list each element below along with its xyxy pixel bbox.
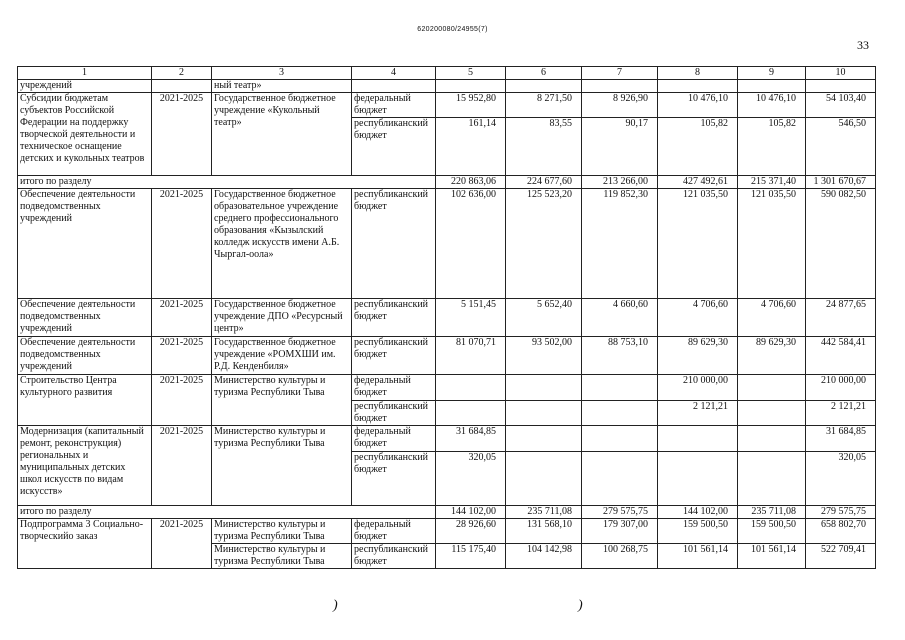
empty-cell (738, 80, 806, 93)
amount-cell (738, 426, 806, 452)
executor-cell: Государственное бюджетное образовательное учреждение среднего профессионального образования «Кызылский колледж искусств имени А.Б. Чыргал-оола» (212, 189, 352, 299)
amount-cell: 4 660,60 (582, 299, 658, 337)
executor-cell: Государственное бюджетное учреждение ДПО «Ресурсный центр» (212, 299, 352, 337)
empty-cell (582, 80, 658, 93)
amount-cell: 522 709,41 (806, 544, 876, 569)
table-row (18, 299, 876, 337)
table-row (18, 426, 876, 452)
column-header: 6 (506, 67, 582, 80)
amount-cell: 159 500,50 (658, 519, 738, 544)
column-header: 10 (806, 67, 876, 80)
amount-cell: 8 926,90 (582, 93, 658, 118)
amount-cell: 31 684,85 (436, 426, 506, 452)
column-header: 9 (738, 67, 806, 80)
amount-cell: 5 652,40 (506, 299, 582, 337)
column-number-row (18, 67, 876, 80)
empty-cell (658, 80, 738, 93)
amount-cell: 4 706,60 (738, 299, 806, 337)
amount-cell (582, 452, 658, 506)
column-header: 4 (352, 67, 436, 80)
amount-cell: 10 476,10 (658, 93, 738, 118)
amount-cell: 320,05 (806, 452, 876, 506)
amount-cell: 1 301 670,67 (806, 176, 876, 189)
years-cell (152, 80, 212, 93)
amount-cell (582, 375, 658, 401)
amount-cell: 89 629,30 (738, 337, 806, 375)
column-header: 2 (152, 67, 212, 80)
table-row (18, 519, 876, 544)
column-header: 1 (18, 67, 152, 80)
funding-source-cell: республиканский бюджет (352, 118, 436, 176)
amount-cell: 235 711,08 (506, 506, 582, 519)
amount-cell: 105,82 (658, 118, 738, 176)
amount-cell (436, 401, 506, 426)
executor-cell: Министерство культуры и туризма Республики Тыва (212, 375, 352, 426)
amount-cell: 220 863,06 (436, 176, 506, 189)
amount-cell: 658 802,70 (806, 519, 876, 544)
executor-cell: Государственное бюджетное учреждение «РОМХШИ им. Р.Д. Кенденбиля» (212, 337, 352, 375)
program-name-cell: Модернизация (капитальный ремонт, реконструкция) региональных и муниципальных детских школ искусств по видам искусств» (18, 426, 152, 506)
amount-cell: 4 706,60 (658, 299, 738, 337)
column-header: 7 (582, 67, 658, 80)
table-row (18, 375, 876, 401)
amount-cell: 224 677,60 (506, 176, 582, 189)
column-header: 8 (658, 67, 738, 80)
amount-cell (506, 452, 582, 506)
amount-cell (738, 375, 806, 401)
amount-cell: 2 121,21 (806, 401, 876, 426)
column-header: 5 (436, 67, 506, 80)
empty-cell (806, 80, 876, 93)
amount-cell (658, 426, 738, 452)
amount-cell: 83,55 (506, 118, 582, 176)
amount-cell: 213 266,00 (582, 176, 658, 189)
amount-cell: 24 877,65 (806, 299, 876, 337)
amount-cell: 10 476,10 (738, 93, 806, 118)
program-name-cell: учреждений (18, 80, 152, 93)
document-code: 620200080/24955(7) (417, 26, 488, 33)
empty-cell (352, 80, 436, 93)
amount-cell: 100 268,75 (582, 544, 658, 569)
amount-cell: 101 561,14 (658, 544, 738, 569)
years-cell: 2021-2025 (152, 93, 212, 176)
program-name-cell: Обеспечение деятельности подведомственных учреждений (18, 189, 152, 299)
amount-cell: 121 035,50 (738, 189, 806, 299)
program-name-cell: Обеспечение деятельности подведомственных учреждений (18, 299, 152, 337)
amount-cell: 102 636,00 (436, 189, 506, 299)
amount-cell: 210 000,00 (658, 375, 738, 401)
amount-cell: 144 102,00 (658, 506, 738, 519)
program-name-cell: Подпрограмма 3 Социально-творческийо заказ (18, 519, 152, 569)
amount-cell (738, 452, 806, 506)
amount-cell: 144 102,00 (436, 506, 506, 519)
page-number: 33 (857, 38, 869, 52)
amount-cell: 442 584,41 (806, 337, 876, 375)
amount-cell (582, 426, 658, 452)
amount-cell (738, 401, 806, 426)
table-row (18, 337, 876, 375)
years-cell: 2021-2025 (152, 189, 212, 299)
funding-source-cell: республиканский бюджет (352, 299, 436, 337)
table-row (18, 189, 876, 299)
margin-mark: ) (333, 598, 338, 613)
amount-cell: 89 629,30 (658, 337, 738, 375)
funding-source-cell: республиканский бюджет (352, 401, 436, 426)
empty-cell (436, 80, 506, 93)
margin-mark: ) (578, 598, 583, 613)
executor-cell: Министерство культуры и туризма Республики Тыва (212, 544, 352, 569)
amount-cell (506, 375, 582, 401)
years-cell: 2021-2025 (152, 337, 212, 375)
amount-cell (658, 452, 738, 506)
funding-source-cell: федеральный бюджет (352, 93, 436, 118)
years-cell: 2021-2025 (152, 519, 212, 569)
amount-cell: 320,05 (436, 452, 506, 506)
amount-cell: 88 753,10 (582, 337, 658, 375)
executor-cell: Министерство культуры и туризма Республики Тыва (212, 426, 352, 506)
amount-cell: 105,82 (738, 118, 806, 176)
section-total-label: итого по разделу (18, 506, 436, 519)
funding-source-cell: федеральный бюджет (352, 519, 436, 544)
funding-source-cell: федеральный бюджет (352, 426, 436, 452)
program-name-cell: Субсидии бюджетам субъектов Российской Федерации на поддержку творческой деятельности и техническое оснащение детских и кукольных театров (18, 93, 152, 176)
amount-cell: 215 371,40 (738, 176, 806, 189)
executor-cell: ный театр» (212, 80, 352, 93)
section-total-row (18, 506, 876, 519)
amount-cell: 54 103,40 (806, 93, 876, 118)
amount-cell: 104 142,98 (506, 544, 582, 569)
amount-cell: 28 926,60 (436, 519, 506, 544)
amount-cell: 8 271,50 (506, 93, 582, 118)
amount-cell: 15 952,80 (436, 93, 506, 118)
funding-source-cell: республиканский бюджет (352, 452, 436, 506)
budget-table (17, 66, 876, 569)
funding-source-cell: федеральный бюджет (352, 375, 436, 401)
amount-cell (506, 401, 582, 426)
amount-cell (506, 426, 582, 452)
funding-source-cell: республиканский бюджет (352, 544, 436, 569)
amount-cell: 131 568,10 (506, 519, 582, 544)
section-total-row (18, 176, 876, 189)
empty-cell (506, 80, 582, 93)
amount-cell: 121 035,50 (658, 189, 738, 299)
table-row (18, 93, 876, 118)
program-name-cell: Строительство Центра культурного развития (18, 375, 152, 426)
funding-source-cell: республиканский бюджет (352, 189, 436, 299)
amount-cell (582, 401, 658, 426)
amount-cell: 90,17 (582, 118, 658, 176)
amount-cell: 2 121,21 (658, 401, 738, 426)
amount-cell: 279 575,75 (582, 506, 658, 519)
years-cell: 2021-2025 (152, 299, 212, 337)
amount-cell: 101 561,14 (738, 544, 806, 569)
years-cell: 2021-2025 (152, 426, 212, 506)
section-total-label: итого по разделу (18, 176, 436, 189)
funding-source-cell: республиканский бюджет (352, 337, 436, 375)
continuation-row (18, 80, 876, 93)
amount-cell: 210 000,00 (806, 375, 876, 401)
amount-cell: 93 502,00 (506, 337, 582, 375)
amount-cell: 5 151,45 (436, 299, 506, 337)
amount-cell: 115 175,40 (436, 544, 506, 569)
column-header: 3 (212, 67, 352, 80)
program-name-cell: Обеспечение деятельности подведомственных учреждений (18, 337, 152, 375)
amount-cell: 546,50 (806, 118, 876, 176)
executor-cell: Министерство культуры и туризма Республики Тыва (212, 519, 352, 544)
amount-cell: 179 307,00 (582, 519, 658, 544)
executor-cell: Государственное бюджетное учреждение «Кукольный театр» (212, 93, 352, 176)
amount-cell (436, 375, 506, 401)
amount-cell: 279 575,75 (806, 506, 876, 519)
amount-cell: 31 684,85 (806, 426, 876, 452)
amount-cell: 235 711,08 (738, 506, 806, 519)
amount-cell: 119 852,30 (582, 189, 658, 299)
amount-cell: 159 500,50 (738, 519, 806, 544)
amount-cell: 125 523,20 (506, 189, 582, 299)
amount-cell: 81 070,71 (436, 337, 506, 375)
years-cell: 2021-2025 (152, 375, 212, 426)
amount-cell: 161,14 (436, 118, 506, 176)
amount-cell: 590 082,50 (806, 189, 876, 299)
amount-cell: 427 492,61 (658, 176, 738, 189)
